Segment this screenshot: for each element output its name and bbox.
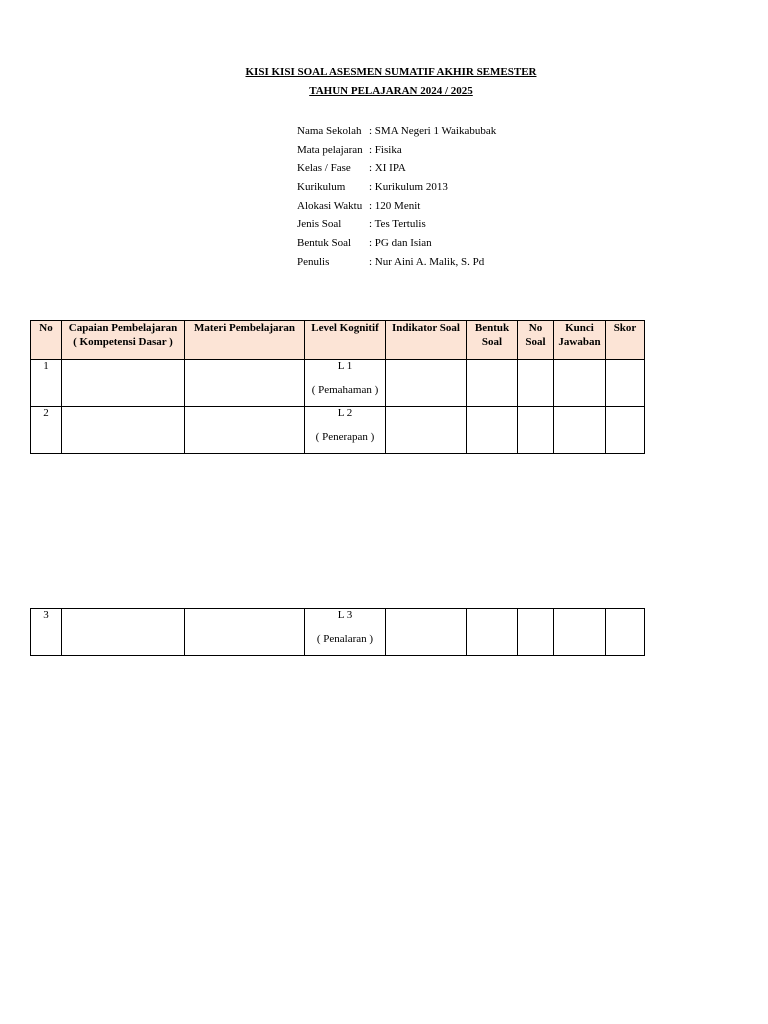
header-kunci-line1: Kunci — [565, 322, 594, 334]
info-row-mata-pelajaran — [297, 141, 496, 160]
cell-level — [305, 407, 386, 454]
level-code: L 1 — [337, 360, 353, 372]
cell-bentuk — [467, 407, 518, 454]
cell-bentuk — [467, 609, 518, 656]
cell-kunci — [554, 360, 606, 407]
cell-kunci — [554, 609, 606, 656]
cell-capaian — [62, 360, 185, 407]
info-label: Mata pelajaran — [297, 143, 363, 156]
cell-kunci — [554, 407, 606, 454]
info-label: Jenis Soal — [297, 218, 342, 231]
level-code: L 2 — [337, 407, 353, 419]
info-block — [297, 122, 496, 272]
header-bentuk-line2: Soal — [481, 336, 503, 348]
table-row — [31, 360, 645, 407]
info-value: : Fisika — [369, 143, 402, 156]
info-label: Kelas / Fase — [297, 162, 351, 175]
kisi-kisi-table — [30, 320, 645, 454]
cell-no: 1 — [31, 360, 62, 407]
header-capaian-line2: ( Kompetensi Dasar ) — [73, 336, 173, 348]
header-materi: Materi Pembelajaran — [185, 321, 305, 360]
cell-level — [305, 609, 386, 656]
cell-level — [305, 360, 386, 407]
info-value: : Kurikulum 2013 — [369, 181, 448, 194]
cell-skor — [606, 609, 645, 656]
header-nosoal-line1: No — [528, 322, 543, 334]
cell-bentuk — [467, 360, 518, 407]
header-capaian-line1: Capaian Pembelajaran — [68, 322, 178, 334]
header-kunci-line2: Jawaban — [558, 336, 601, 348]
info-label: Bentuk Soal — [297, 237, 352, 250]
cell-materi — [185, 407, 305, 454]
header-bentuk-line1: Bentuk — [474, 322, 510, 334]
header-level: Level Kognitif — [305, 321, 386, 360]
info-value: : SMA Negeri 1 Waikabubak — [369, 125, 497, 137]
info-label: Nama Sekolah — [297, 125, 362, 137]
info-row-jenis-soal — [297, 215, 496, 234]
header-bentuk — [467, 321, 518, 360]
header-no: No — [31, 321, 62, 360]
info-row-kelas-fase — [297, 159, 496, 178]
cell-materi — [185, 609, 305, 656]
header-skor: Skor — [606, 321, 645, 360]
level-desc: ( Penerapan ) — [315, 431, 375, 443]
info-label: Alokasi Waktu — [297, 199, 363, 212]
info-row-kurikulum — [297, 178, 496, 197]
kisi-kisi-table-continued — [30, 608, 645, 656]
info-value: : PG dan Isian — [369, 237, 432, 250]
cell-skor — [606, 360, 645, 407]
document-title: KISI KISI SOAL ASESMEN SUMATIF AKHIR SEMESTER — [245, 66, 537, 78]
info-value: : Tes Tertulis — [369, 218, 426, 231]
cell-indikator — [386, 360, 467, 407]
info-label: Kurikulum — [297, 181, 346, 194]
info-row-nama-sekolah — [297, 122, 496, 141]
cell-skor — [606, 407, 645, 454]
document-subtitle: TAHUN PELAJARAN 2024 / 2025 — [309, 85, 473, 97]
header-kunci — [554, 321, 606, 360]
info-value: : XI IPA — [369, 162, 406, 175]
cell-no: 2 — [31, 407, 62, 454]
cell-no: 3 — [31, 609, 62, 656]
cell-capaian — [62, 407, 185, 454]
info-row-penulis — [297, 253, 496, 272]
info-value: : Nur Aini A. Malik, S. Pd — [369, 255, 485, 268]
level-desc: ( Pemahaman ) — [311, 384, 379, 396]
cell-indikator — [386, 407, 467, 454]
cell-materi — [185, 360, 305, 407]
table-row — [31, 407, 645, 454]
header-capaian — [62, 321, 185, 360]
cell-capaian — [62, 609, 185, 656]
header-no-soal — [518, 321, 554, 360]
header-nosoal-line2: Soal — [525, 336, 546, 348]
table-header-row — [31, 321, 645, 360]
level-desc: ( Penalaran ) — [316, 633, 374, 645]
header-indikator: Indikator Soal — [386, 321, 467, 360]
cell-no-soal — [518, 609, 554, 656]
level-code: L 3 — [337, 609, 353, 621]
info-row-bentuk-soal — [297, 234, 496, 253]
table-row — [31, 609, 645, 656]
info-value: : 120 Menit — [369, 199, 421, 212]
cell-no-soal — [518, 360, 554, 407]
info-label: Penulis — [297, 255, 330, 268]
cell-no-soal — [518, 407, 554, 454]
info-row-alokasi-waktu — [297, 197, 496, 216]
cell-indikator — [386, 609, 467, 656]
